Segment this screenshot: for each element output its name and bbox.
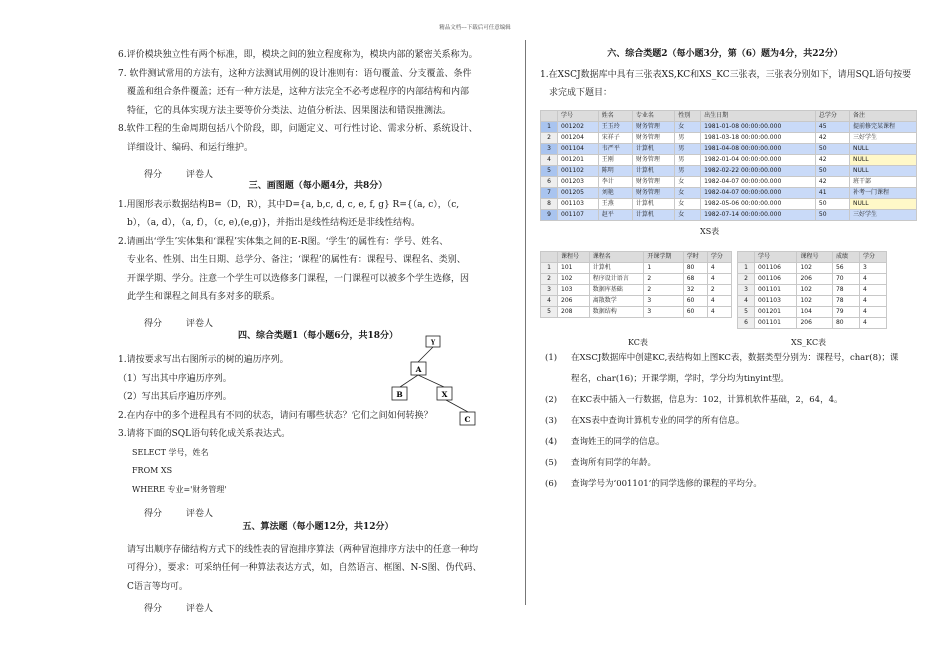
kc-row-number: 3 [541, 285, 558, 296]
kc-table-row [541, 307, 732, 318]
xskc-table-cell: 102 [797, 285, 833, 296]
xskc-table [737, 251, 887, 329]
xs-table-cell: 王玉玲 [598, 122, 632, 133]
sql-task-text: 在XS表中查询计算机专业的同学的所有信息。 [571, 416, 745, 426]
xs-row-number: 6 [541, 177, 558, 188]
xs-column-header: 性别 [675, 111, 701, 122]
xs-table-cell: 001204 [558, 133, 599, 144]
sql-task-list [545, 348, 915, 495]
xs-table-cell: 1982-07-14 00:00:00.000 [701, 210, 816, 221]
xs-table-cell: 50 [815, 210, 849, 221]
s3-q2-line2: 专业名、性别、出生日期、总学分、备注；‘课程’的属性有：课程号、课程名、类别、 [127, 255, 466, 265]
sql-task-item [545, 453, 915, 474]
kc-table-cell: 1 [644, 263, 683, 274]
kc-table-cell: 68 [683, 274, 707, 285]
xs-table-cell: 001103 [558, 199, 599, 210]
s4-q3: 3.请将下面的SQL语句转化成关系表达式。 [118, 429, 291, 439]
xskc-table-cell: 001106 [755, 274, 797, 285]
xs-table-cell: 001202 [558, 122, 599, 133]
section-5-title: 五、算法题（每小题12分，共12分） [242, 522, 394, 532]
kc-table-cell: 2 [707, 285, 731, 296]
xskc-table-cell: 70 [832, 274, 859, 285]
sql-task-item [545, 390, 915, 411]
sql-task-text: 在KC表中插入一行数据，信息为：102，计算机软件基础，2，64，4。 [571, 395, 843, 405]
xs-table-cell: 男 [675, 166, 701, 177]
xs-table-cell: 财务管理 [632, 122, 674, 133]
xskc-table-cell: 78 [832, 296, 859, 307]
kc-column-header: 课程号 [558, 252, 590, 263]
sql-line3: WHERE 专业='财务管理' [132, 484, 227, 494]
s4-q1: 1.请按要求写出右图所示的树的遍历序列。 [118, 355, 289, 365]
xs-table-cell: 1982-05-06 00:00:00.000 [701, 199, 816, 210]
xs-table-cell: NULL [850, 199, 917, 210]
sql-task-number: (5) [545, 458, 558, 468]
xs-column-header: 总学分 [815, 111, 849, 122]
xs-table-row [541, 155, 917, 166]
xskc-table-cell: 001103 [755, 296, 797, 307]
xskc-corner-cell [738, 252, 755, 263]
score-label: 得分 [144, 318, 163, 329]
xs-table-cell: 50 [815, 199, 849, 210]
s5-line1: 请写出顺序存储结构方式下的线性表的冒泡排序算法（两种冒泡排序方法中的任意一种均 [127, 544, 479, 555]
xs-table-cell: 李计 [598, 177, 632, 188]
question-7-line2: 覆盖和组合条件覆盖；还有一种方法是，这种方法完全不必考虑程序的内部结构和内部 [127, 87, 470, 97]
left-column [118, 46, 518, 618]
xs-column-header: 姓名 [598, 111, 632, 122]
sql-task-number: (4) [545, 437, 558, 447]
xs-caption: XS表 [700, 227, 720, 236]
xs-table-cell: 001201 [558, 155, 599, 166]
xs-table-row [541, 122, 917, 133]
tree-node-a [411, 362, 426, 375]
xs-table-cell: 财务管理 [632, 155, 674, 166]
xs-row-number: 1 [541, 122, 558, 133]
sql-task-text: 查询所有同学的年龄。 [571, 458, 657, 468]
xs-table-row [541, 133, 917, 144]
xs-table-cell: 女 [675, 210, 701, 221]
kc-table-cell: 60 [683, 307, 707, 318]
grader-label: 评卷人 [186, 604, 214, 614]
xskc-header-row [738, 252, 887, 263]
xs-table-cell: 1982-04-07 00:00:00.000 [701, 177, 816, 188]
xs-row-number: 9 [541, 210, 558, 221]
xskc-column-header: 学号 [755, 252, 797, 263]
xskc-table-cell: 78 [832, 285, 859, 296]
kc-column-header: 学时 [683, 252, 707, 263]
xs-row-number: 8 [541, 199, 558, 210]
sql-task-number: (1) [545, 353, 558, 363]
xs-row-number: 2 [541, 133, 558, 144]
kc-table-cell: 计算机 [589, 263, 644, 274]
xskc-table-cell: 4 [859, 296, 886, 307]
section-6-title: 六、综合类题2（每小题3分，第（6）题为4分，共22分） [607, 49, 843, 59]
xs-table-cell: 财务管理 [632, 188, 674, 199]
xs-table-cell: 男 [675, 155, 701, 166]
xs-table-cell: 王刚 [598, 155, 632, 166]
s5-line2: 可得分），要求：可采纳任何一种算法表达方式，如，自然语言、框图、N-S图、伪代码、 [127, 563, 482, 573]
s4-q1b: （2）写出其后序遍历序列。 [118, 392, 232, 402]
xs-table-cell: 女 [675, 122, 701, 133]
kc-table-row [541, 296, 732, 307]
xs-row-number: 5 [541, 166, 558, 177]
kc-table-cell: 32 [683, 285, 707, 296]
xs-table-cell: 42 [815, 155, 849, 166]
xs-table-cell: 001104 [558, 144, 599, 155]
kc-header-row [541, 252, 732, 263]
xskc-table-row [738, 307, 887, 318]
kc-caption: KC表 [628, 338, 648, 347]
xskc-table-cell: 001106 [755, 263, 797, 274]
tree-node-y [426, 336, 440, 347]
svg-text:A: A [415, 365, 422, 374]
xs-table-cell: 陈明 [598, 166, 632, 177]
xs-table-cell: 财务管理 [632, 133, 674, 144]
kc-table-row [541, 285, 732, 296]
kc-table-cell: 3 [644, 296, 683, 307]
xs-table-cell: 1981-01-08 00:00:00.000 [701, 122, 816, 133]
xs-column-header: 专业名 [632, 111, 674, 122]
xs-table-row [541, 199, 917, 210]
xs-table-cell: 1982-01-04 00:00:00.000 [701, 155, 816, 166]
score-label: 得分 [144, 604, 163, 614]
kc-table-cell: 208 [558, 307, 590, 318]
kc-row-number: 1 [541, 263, 558, 274]
kc-row-number: 2 [541, 274, 558, 285]
section-3-title: 三、画图题（每小题4分，共8分） [248, 181, 388, 191]
xs-table-cell: 1981-03-18 00:00:00.000 [701, 133, 816, 144]
xs-table-cell: 韦严平 [598, 144, 632, 155]
kc-table-row [541, 263, 732, 274]
xs-table-cell: 三好学生 [850, 210, 917, 221]
xs-table-cell: NULL [850, 166, 917, 177]
grader-label: 评卷人 [186, 318, 214, 329]
xskc-table-cell: 001201 [755, 307, 797, 318]
xskc-table-row [738, 296, 887, 307]
xs-table-cell: 001205 [558, 188, 599, 199]
xskc-row-number: 5 [738, 307, 755, 318]
xskc-table-cell: 56 [832, 263, 859, 274]
xskc-row-number: 6 [738, 318, 755, 329]
kc-table-cell: 101 [558, 263, 590, 274]
xs-table-cell: 50 [815, 144, 849, 155]
xs-table-cell: 001107 [558, 210, 599, 221]
xs-table-cell: 计算机 [632, 166, 674, 177]
xskc-row-number: 1 [738, 263, 755, 274]
xs-table-cell: 三好学生 [850, 133, 917, 144]
xs-table-cell: 41 [815, 188, 849, 199]
kc-table-cell: 2 [644, 274, 683, 285]
kc-table-cell: 102 [558, 274, 590, 285]
sql-line1: SELECT 学号，姓名 [132, 447, 209, 457]
xs-table-cell: 刘艳 [598, 188, 632, 199]
xskc-table-cell: 4 [859, 285, 886, 296]
s6-intro-line1: 1.在XSCJ数据库中具有三张表XS,KC和XS_KC三张表，三张表分别如下，请用SQL语句按要 [540, 69, 912, 80]
tree-node-b [392, 387, 407, 400]
kc-column-header: 开课学期 [644, 252, 683, 263]
sql-task-item [545, 474, 915, 495]
xskc-column-header: 课程号 [797, 252, 833, 263]
xs-row-number: 3 [541, 144, 558, 155]
xs-table-cell: 宋祥子 [598, 133, 632, 144]
score-label: 得分 [144, 509, 163, 519]
svg-text:C: C [464, 415, 471, 424]
xs-header-row [541, 111, 917, 122]
tree-node-c [460, 412, 475, 425]
xs-table-cell: 女 [675, 199, 701, 210]
xs-table-cell: 42 [815, 133, 849, 144]
xs-table [540, 110, 917, 221]
kc-table-cell: 103 [558, 285, 590, 296]
sql-task-item [545, 348, 915, 369]
xs-table-cell: 男 [675, 144, 701, 155]
sql-task-number: (2) [545, 395, 558, 405]
xs-table-cell: 001102 [558, 166, 599, 177]
xskc-table-cell: 206 [797, 274, 833, 285]
xskc-row-number: 2 [738, 274, 755, 285]
sql-task-text: 查询学号为‘001101’的同学选修的课程的平均分。 [571, 479, 762, 489]
xs-table-row [541, 166, 917, 177]
s4-q1a: （1）写出其中序遍历序列。 [118, 373, 232, 384]
s3-q1-line2: b），（a, d），（a, f），（c, e),(e,g)}，并指出是线性结构还是非线性结构。 [127, 218, 421, 228]
kc-table-cell: 60 [683, 296, 707, 307]
section-4-title: 四、综合类题1（每小题6分，共18分） [237, 330, 399, 341]
s5-line3: C语言等均可。 [127, 581, 188, 592]
kc-column-header: 课程名 [589, 252, 644, 263]
score-box-4 [118, 600, 518, 618]
xs-table-cell: 财务管理 [632, 177, 674, 188]
question-7-line3: 特征，它的具体实现方法主要等价分类法、边值分析法、因果图法和错误推测法。 [127, 105, 452, 116]
xskc-table-row [738, 263, 887, 274]
kc-table-cell: 4 [707, 307, 731, 318]
page-header: 精品文档---下载后可任意编辑 [439, 25, 511, 31]
kc-table-cell: 206 [558, 296, 590, 307]
tree-node-x [437, 387, 452, 400]
xs-table-cell: 补考一门课程 [850, 188, 917, 199]
xskc-table-cell: 102 [797, 263, 833, 274]
score-label: 得分 [144, 170, 163, 180]
xs-table-cell: 1981-04-08 00:00:00.000 [701, 144, 816, 155]
xs-row-number: 4 [541, 155, 558, 166]
score-box-3 [118, 505, 518, 523]
xs-table-row [541, 188, 917, 199]
xs-table-cell: 1982-04-07 00:00:00.000 [701, 188, 816, 199]
question-8-line1: 8.软件工程的生命周期包括八个阶段，即，问题定义、可行性讨论、需求分析、系统设计、 [118, 124, 478, 134]
xskc-table-cell: 4 [859, 307, 886, 318]
sql-task-number: (3) [545, 416, 558, 426]
sql-task-text: 程名，char(16)；开课学期，学时，学分均为tinyint型。 [571, 374, 789, 384]
binary-tree-diagram [390, 333, 480, 433]
xs-column-header: 备注 [850, 111, 917, 122]
kc-table-cell: 4 [707, 274, 731, 285]
xs-table-cell: 001203 [558, 177, 599, 188]
xskc-caption: XS_KC表 [791, 338, 827, 347]
xs-table-cell: 42 [815, 177, 849, 188]
kc-table-cell: 3 [644, 307, 683, 318]
xskc-table-cell: 206 [797, 318, 833, 329]
xs-table-row [541, 177, 917, 188]
question-8-line2: 详细设计、编码、和运行维护。 [127, 142, 254, 153]
kc-corner-cell [541, 252, 558, 263]
kc-table-row [541, 274, 732, 285]
kc-table-cell: 数据库基础 [589, 285, 644, 296]
xskc-table-cell: 102 [797, 296, 833, 307]
xs-table-cell: 45 [815, 122, 849, 133]
s3-q1-line1: 1.用图形表示数据结构B=（D，R），其中D={a, b,c, d, c, e, f, g} R={（a, c），（c, [118, 199, 460, 210]
kc-table-cell: 4 [707, 263, 731, 274]
sql-task-item [545, 369, 915, 390]
score-box-2 [118, 315, 518, 333]
sql-task-text: 查询姓王的同学的信息。 [571, 437, 665, 447]
kc-table-cell: 程序设计语言 [589, 274, 644, 285]
xs-table-cell: 计算机 [632, 199, 674, 210]
xs-table-cell: 50 [815, 166, 849, 177]
xskc-table-row [738, 285, 887, 296]
grader-label: 评卷人 [186, 170, 214, 180]
xskc-table-cell: 001101 [755, 285, 797, 296]
s4-q2: 2.在内存中的多个进程具有不同的状态，请问有哪些状态？它们之间如何转换？ [118, 410, 433, 421]
xs-column-header: 学号 [558, 111, 599, 122]
xs-column-header: 出生日期 [701, 111, 816, 122]
xs-table-cell: 计算机 [632, 144, 674, 155]
xskc-table-cell: 001101 [755, 318, 797, 329]
kc-table-cell: 4 [707, 296, 731, 307]
kc-table [540, 251, 732, 318]
xskc-table-cell: 79 [832, 307, 859, 318]
question-6: 6.评价模块独立性有两个标准，即，模块之间的独立程度称为，模块内部的紧密关系称为。 [118, 50, 478, 60]
svg-text:X: X [441, 390, 448, 399]
s3-q2-line1: 2.请画出‘学生’实体集和‘课程’实体集之间的E-R图。‘学生’的属性有：学号、姓名、 [118, 236, 449, 247]
kc-column-header: 学分 [707, 252, 731, 263]
xskc-table-cell: 4 [859, 274, 886, 285]
svg-text:B: B [396, 390, 403, 399]
score-box-1 [118, 166, 518, 184]
kc-row-number: 5 [541, 307, 558, 318]
xskc-table-row [738, 318, 887, 329]
xs-table-cell: NULL [850, 144, 917, 155]
xs-table-cell: 男 [675, 133, 701, 144]
xs-table-cell: 班干部 [850, 177, 917, 188]
grader-label: 评卷人 [186, 509, 214, 519]
kc-table-cell: 离散数学 [589, 296, 644, 307]
xs-corner-cell [541, 111, 558, 122]
xskc-table-cell: 104 [797, 307, 833, 318]
sql-task-item [545, 432, 915, 453]
xskc-column-header: 学分 [859, 252, 886, 263]
kc-row-number: 4 [541, 296, 558, 307]
xs-table-row [541, 144, 917, 155]
s3-q2-line4: 此学生和课程之间具有多对多的联系。 [127, 292, 281, 302]
xskc-table-cell: 80 [832, 318, 859, 329]
column-divider [525, 40, 526, 605]
s3-q2-line3: 开课学期、学分。注意一个学生可以选修多门课程，一门课程可以被多个学生选修，因 [127, 273, 470, 284]
kc-table-cell: 数据结构 [589, 307, 644, 318]
xs-table-cell: 赵平 [598, 210, 632, 221]
xs-table-cell: 王燕 [598, 199, 632, 210]
xs-row-number: 7 [541, 188, 558, 199]
xskc-table-row [738, 274, 887, 285]
sql-task-number: (6) [545, 479, 558, 489]
sql-line2: FROM XS [132, 466, 173, 475]
right-column [540, 46, 910, 103]
question-7-line1: 7. 软件测试常用的方法有，这种方法测试用例的设计准则有：语句覆盖、分支覆盖、条件 [118, 68, 472, 79]
xs-table-cell: NULL [850, 155, 917, 166]
xskc-column-header: 成绩 [832, 252, 859, 263]
sql-task-item [545, 411, 915, 432]
s6-intro-line2: 求完成下题目： [549, 88, 613, 98]
xs-table-cell: 提前修完某课程 [850, 122, 917, 133]
kc-table-cell: 2 [644, 285, 683, 296]
xskc-row-number: 3 [738, 285, 755, 296]
xs-table-cell: 女 [675, 177, 701, 188]
xskc-row-number: 4 [738, 296, 755, 307]
xskc-table-cell: 4 [859, 318, 886, 329]
svg-text:Y: Y [430, 339, 436, 347]
xs-table-cell: 女 [675, 188, 701, 199]
xs-table-cell: 计算机 [632, 210, 674, 221]
sql-task-text: 在XSCJ数据库中创建KC,表结构如上图KC表，数据类型分别为：课程号，char(8)；课 [571, 353, 899, 363]
xs-table-cell: 1982-02-22 00:00:00.000 [701, 166, 816, 177]
kc-table-cell: 80 [683, 263, 707, 274]
xs-table-row [541, 210, 917, 221]
xskc-table-cell: 3 [859, 263, 886, 274]
